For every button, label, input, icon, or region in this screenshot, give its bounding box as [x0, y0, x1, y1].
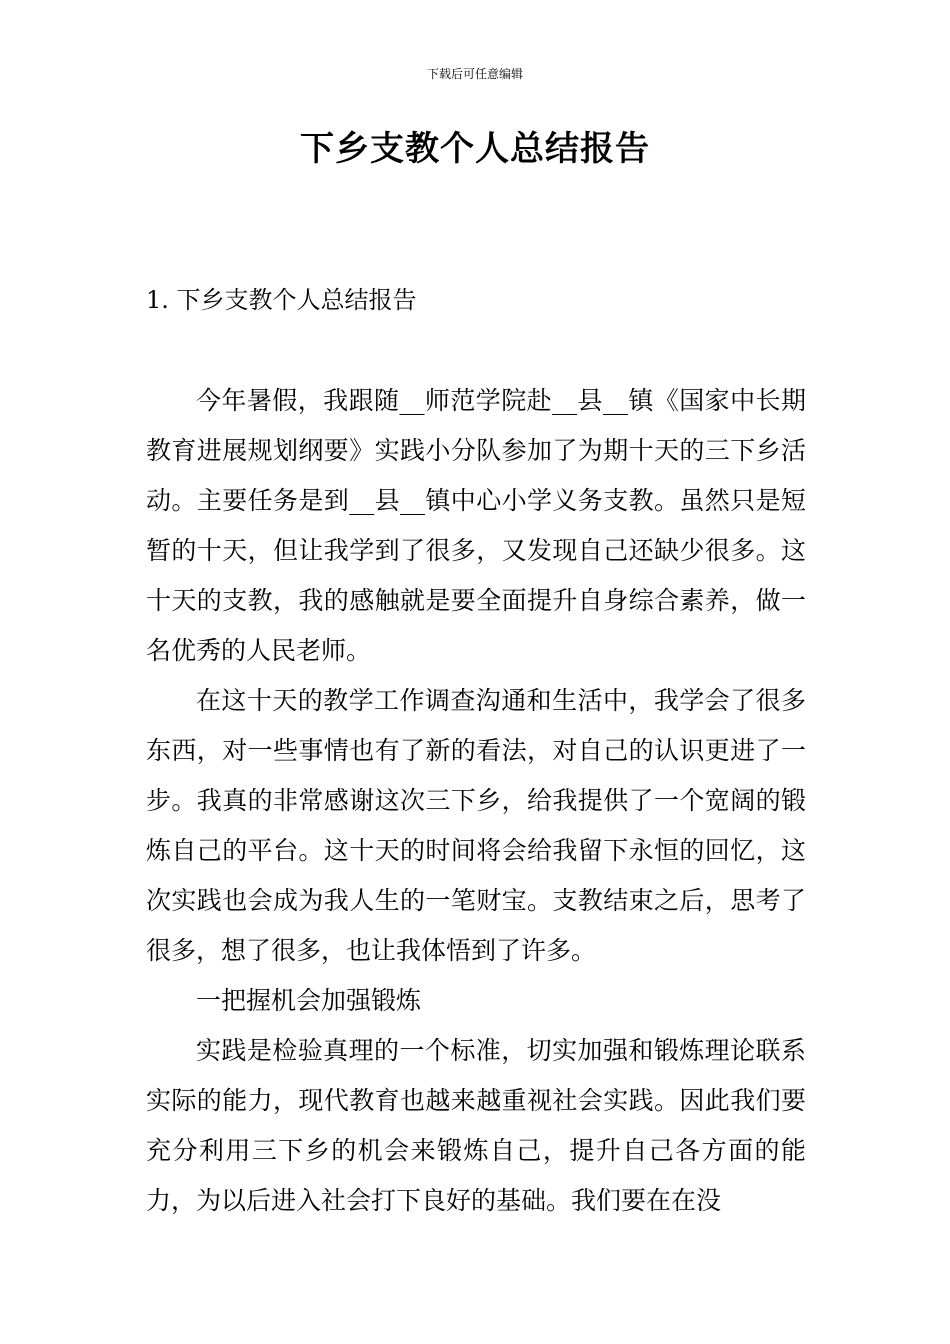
document-title: 下乡支教个人总结报告 [300, 129, 650, 169]
page-header-note: 下载后可任意编辑 [426, 67, 523, 81]
document-body [146, 376, 806, 1226]
section-heading: 1. 下乡支教个人总结报告 [146, 286, 417, 314]
subheading-paragraph: 一把握机会加强锻炼 [196, 986, 422, 1015]
paragraph-1: 今年暑假，我跟随__师范学院赴__县__镇《国家中长期教育进展规划纲要》实践小分队参加了为期十天的三下乡活动。主要任务是到__县__镇中心小学义务支教。虽然只是短暂的十天，但让我学到了很多，又发现自己还缺少很多。这十天的支教，我的感触就是要全面提升自身综合素养，做一名优秀的人民老师。 [146, 386, 806, 665]
paragraph-2: 在这十天的教学工作调查沟通和生活中，我学会了很多东西，对一些事情也有了新的看法，对自己的认识更进了一步。我真的非常感谢这次三下乡，给我提供了一个宽阔的锻炼自己的平台。这十天的时间将会给我留下永恒的回忆，这次实践也会成为我人生的一笔财宝。支教结束之后，思考了很多，想了很多，也让我体悟到了许多。 [146, 686, 806, 965]
paragraph-3: 实践是检验真理的一个标准，切实加强和锻炼理论联系实际的能力，现代教育也越来越重视社会实践。因此我们要充分利用三下乡的机会来锻炼自己，提升自己各方面的能力，为以后进入社会打下良好的基础。我们要在在没 [146, 1036, 806, 1215]
